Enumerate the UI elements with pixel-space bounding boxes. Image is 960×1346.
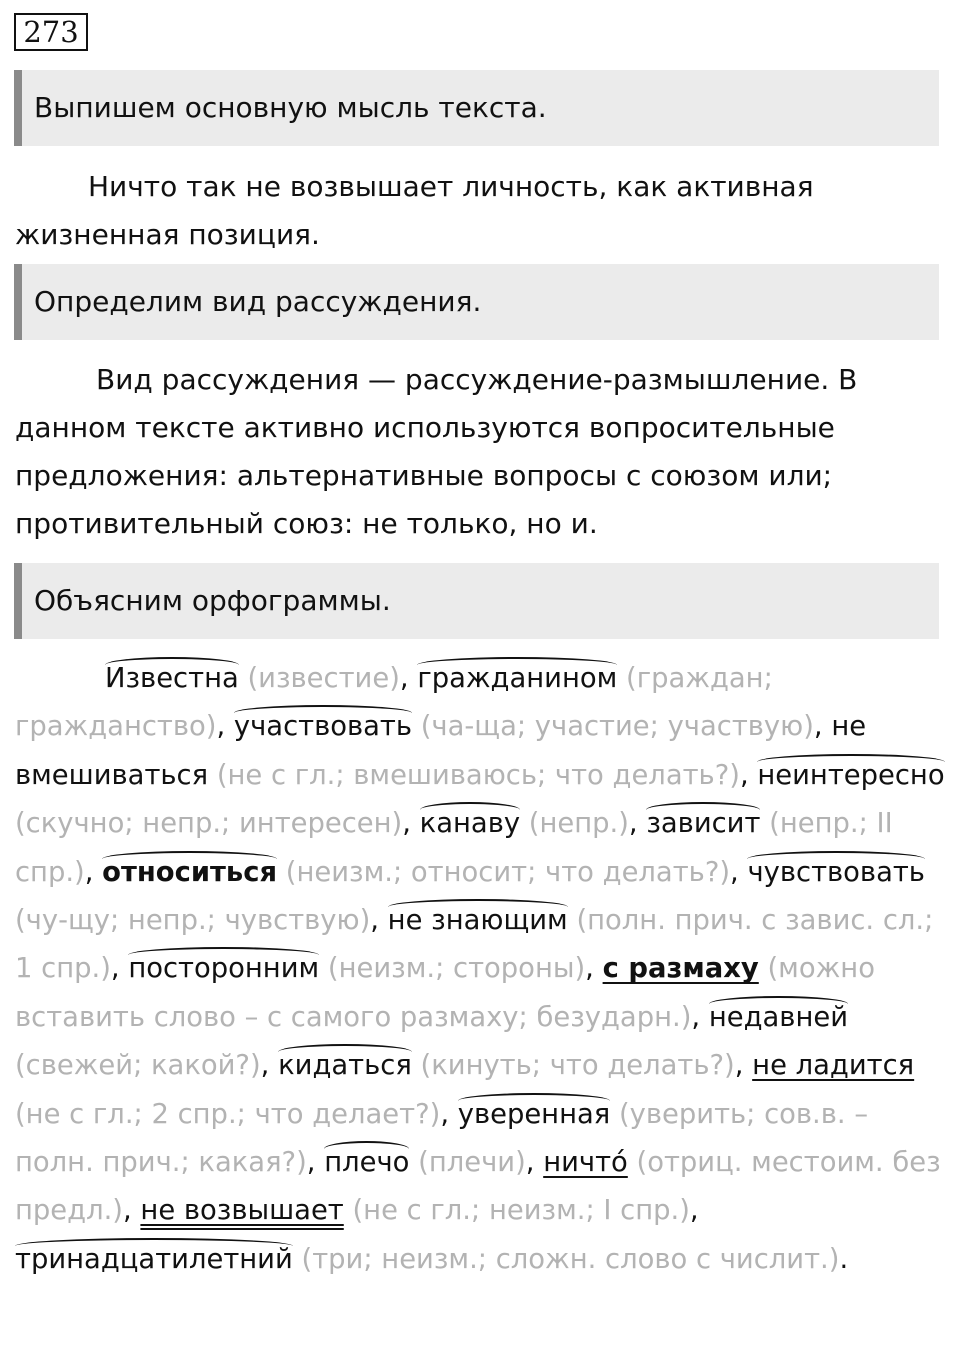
- orthogram-note: (плечи): [418, 1147, 526, 1179]
- orthogram-word: плечо: [324, 1147, 410, 1179]
- orthogram-word: гражданином: [417, 663, 618, 694]
- orthogram-word: тринадцатилетний: [15, 1243, 293, 1275]
- section-header-main-idea: Выпишем основную мысль текста.: [14, 70, 939, 146]
- orthogram-note: (не с гл.; неизм.; I спр.): [352, 1195, 690, 1227]
- main-idea-sentence: Ничто так не возвышает личность, как активная жизненная позиция.: [15, 170, 814, 251]
- orthogram-note: (неизм.; стороны): [327, 953, 586, 985]
- orthogram-note: (непр.): [528, 808, 629, 840]
- orthogram-note: (граждан; гражданство): [15, 663, 773, 743]
- orthogram-word: кидаться: [278, 1050, 412, 1082]
- orthogram-note: (ча-ща; участие; участвую): [420, 711, 814, 743]
- reasoning-paragraph: Вид рассуждения — рассуждение-размышление. В данном тексте активно используются вопросительные предложения: альтернативные вопросы с союзом или; противительный союз: не только, но и.: [15, 363, 858, 540]
- orthogram-word: не знающим: [387, 905, 568, 937]
- orthogram-word: уверенная: [457, 1098, 611, 1130]
- orthogram-note: (уверить; сов.в. – полн. прич.; какая?): [15, 1098, 869, 1179]
- orthograms-explanation: Известна (известие), гражданином (граждан; гражданство), участвовать (ча-ща; участие; участвую), не вмешиваться (не с гл.; вмешиваюсь; что делать?), неинтересно (скучно; непр.; интересен), канаву (непр.), зависит (непр.; II спр.), относиться (неизм.; относит; что делать?), чувствовать (чу-щу; непр.; чувствую), не знающим (полн. прич. с завис. сл.; 1 спр.), посторонним (неизм.; стороны), с размаху (можно вставить слово – с самого размаху; безударн.), недавней (свежей; какой?), кидаться (кинуть; что делать?), не ладится (не с гл.; 2 спр.; что делает?), уверенная (уверить; сов.в. – полн. прич.; какая?), плечо (плечи), ничто́ (отриц. местоим. без предл.), не возвышает (не с гл.; неизм.; I спр.), тринадцатилетний (три; неизм.; сложн. слово с числит.).: [15, 663, 945, 1275]
- orthogram-word: участвовать: [233, 711, 413, 743]
- orthogram-word: неинтересно: [757, 759, 945, 791]
- orthogram-word: посторонним: [128, 953, 320, 985]
- orthogram-word: зависит: [646, 808, 761, 840]
- orthogram-note: (скучно; непр.; интересен): [15, 808, 403, 840]
- orthogram-word: не ладится: [752, 1050, 915, 1082]
- orthogram-note: (чу-щу; непр.; чувствую): [15, 905, 371, 937]
- section-header-reasoning-type: Определим вид рассуждения.: [14, 264, 939, 340]
- orthogram-note: (неизм.; относит; что делать?): [285, 856, 731, 888]
- orthogram-word: Известна: [105, 663, 239, 694]
- orthogram-note: (полн. прич. с завис. сл.; 1 спр.): [15, 905, 934, 985]
- orthogram-word: относиться: [102, 856, 278, 888]
- section-header-orthograms: Объясним орфограммы.: [14, 563, 939, 639]
- orthogram-note: (три; неизм.; сложн. слово с числит.): [301, 1243, 840, 1275]
- orthogram-word: недавней: [708, 1001, 848, 1033]
- orthogram-note: (известие): [247, 663, 400, 694]
- main-idea-text: [15, 163, 940, 259]
- orthogram-word: ничто́: [543, 1147, 628, 1179]
- orthogram-note: (не с гл.; вмешиваюсь; что делать?): [216, 759, 740, 791]
- orthogram-note: (кинуть; что делать?): [420, 1050, 735, 1082]
- orthogram-word: с размаху: [602, 953, 759, 985]
- orthogram-word: канаву: [419, 808, 521, 840]
- orthogram-note: (непр.; II спр.): [15, 808, 893, 888]
- orthogram-note: (можно вставить слово – с самого размаху; безударн.): [15, 953, 875, 1033]
- orthogram-word: чувствовать: [747, 856, 925, 888]
- task-number: 273: [14, 13, 88, 51]
- orthogram-word: не возвышает: [140, 1195, 344, 1227]
- orthogram-note: (не с гл.; 2 спр.; что делает?): [15, 1098, 441, 1130]
- orthogram-note: (свежей; какой?): [15, 1050, 261, 1082]
- orthogram-word: не вмешиваться: [15, 711, 867, 791]
- reasoning-type-text: [15, 356, 940, 548]
- orthogram-note: (отриц. местоим. без предл.): [15, 1147, 941, 1227]
